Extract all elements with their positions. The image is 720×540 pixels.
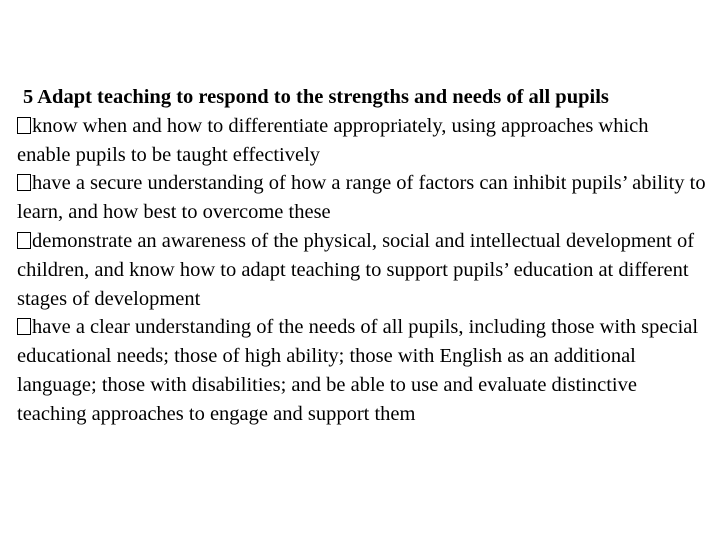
slide-body	[17, 83, 707, 429]
box-icon	[17, 117, 31, 134]
bullet-item	[17, 313, 707, 428]
box-icon	[17, 318, 31, 335]
box-icon	[17, 174, 31, 191]
bullet-text: have a clear understanding of the needs of all pupils, including those with special educational needs; those of high ability; those with English as an additional language; those with disabilities; and be able to use and evaluate distinctive teaching approaches to engage and support them	[17, 316, 699, 425]
bullet-item	[17, 227, 707, 313]
standard-heading: 5 Adapt teaching to respond to the strengths and needs of all pupils	[23, 86, 609, 108]
bullet-item	[17, 169, 707, 227]
bullet-list	[17, 112, 707, 429]
box-icon	[17, 232, 31, 249]
bullet-text: demonstrate an awareness of the physical, social and intellectual development of children, and know how to adapt teaching to support pupils’ education at different stages of development	[17, 229, 695, 310]
bullet-text: have a secure understanding of how a range of factors can inhibit pupils’ ability to learn, and how best to overcome these	[17, 172, 706, 224]
bullet-text: know when and how to differentiate appropriately, using approaches which enable pupils to be taught effectively	[17, 114, 649, 166]
bullet-item	[17, 112, 707, 170]
